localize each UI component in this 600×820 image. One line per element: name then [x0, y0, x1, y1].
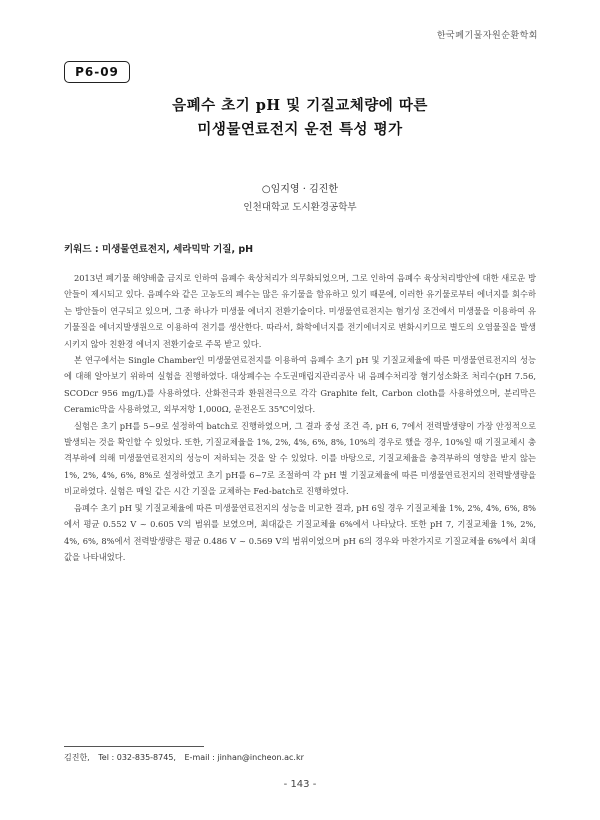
- footnote: [64, 752, 310, 763]
- abstract-body: [64, 270, 536, 565]
- paper-code-badge: P6-09: [64, 61, 130, 83]
- footnote-name: 김진한,: [64, 753, 90, 762]
- body-paragraph-3: 실험은 초기 pH를 5~9로 설정하여 batch로 진행하였으며, 그 결과 중성 조건 즉, pH 6, 7에서 전력발생량이 가장 안정적으로 발생되는 것을 확인할 수 있었다. 또한, 기질교체율을 1%, 2%, 4%, 6%, 8%, 10%의 경우로 했을 경우, 10%일 때 기질교체시 충격부하에 의해 미생물연료전지의 성능이 저하되는 것을 알 수 있었다. 이를 바탕으로, 기질교체율을 충격부하의 영향을 받지 않는 1%, 2%, 4%, 6%, 8%로 설정하였고 초기 pH를 6~7로 조절하여 각 pH 별 기질교체율에 따른 미생물연료전지의 전력발생량을 비교하였다. 실험은 매일 같은 시간 기질을 교체하는 Fed-batch로 진행하였다.: [64, 420, 536, 497]
- keywords: 키워드 : 미생물연료전지, 세라믹막 기질, pH: [64, 244, 254, 255]
- body-paragraph-1: 2013년 폐기물 해양배출 금지로 인하여 음폐수 육상처리가 의무화되었으며, 그로 인하여 음폐수 육상처리방안에 대한 새로운 방안들이 제시되고 있다. 음폐수와 같은 고농도의 폐수는 많은 유기물을 함유하고 있기 때문에, 이러한 유기물로부터 에너지를 회수하는 방안들이 연구되고 있으며, 그중 하나가 미생물 에너지 전환기술이다. 미생물연료전지는 혐기성 조건에서 미생물을 이용하여 유기물질을 에너지발생원으로 이용하여 전기를 생산한다. 따라서, 화학에너지를 전기에너지로 변화시키므로 별도의 오염물질을 발생시키지 않아 친환경 에너지 전환기술로 주목 받고 있다.: [64, 273, 536, 349]
- paper-title: [0, 94, 600, 142]
- paper-title-line-2: 미생물연료전지 운전 특성 평가: [197, 121, 403, 138]
- footnote-divider: [64, 746, 204, 747]
- page-number: - 143 -: [283, 779, 317, 790]
- paper-title-line-1: 음폐수 초기 pH 및 기질교체량에 따른: [172, 97, 428, 114]
- affiliation: 인천대학교 도시환경공학부: [243, 202, 357, 213]
- footnote-tel: Tel : 032-835-8745,: [98, 753, 176, 762]
- body-paragraph-4: 음폐수 초기 pH 및 기질교체율에 따른 미생물연료전지의 성능을 비교한 결과, pH 6일 경우 기질교체율 1%, 2%, 4%, 6%, 8%에서 평균 0.552 V ~ 0.605 V의 범위를 보였으며, 최대값은 기질교체율 6%에서 나타났다. 또한 pH 7, 기질교체율 1%, 2%, 4%, 6%, 8%에서 전력발생량은 평균 0.486 V ~ 0.569 V의 범위이었으며 pH 6의 경우와 마찬가지로 기질교체율 6%에서 최대값을 나타내었다.: [64, 502, 536, 562]
- authors: ○임지영 · 김진한: [261, 184, 339, 195]
- body-paragraph-2: 본 연구에서는 Single Chamber인 미생물연료전지를 이용하여 음폐수 초기 pH 및 기질교체율에 따른 미생물연료전지의 성능에 대해 알아보기 위하여 실험을 진행하였다. 대상폐수는 수도권매립지관리공사 내 음폐수처리장 혐기성소화조 처리수(pH 7.56, SCODcr 956 mg/L)를 사용하였다. 산화전극과 환원전극으로 각각 Graphite felt, Carbon cloth를 사용하였으며, 분리막은 Ceramic막을 사용하였고, 외부저항 1,000Ω, 운전온도 35℃이었다.: [64, 355, 536, 415]
- society-header: 한국폐기물자원순환학회: [436, 31, 538, 41]
- footnote-email: E-mail : jinhan@incheon.ac.kr: [184, 753, 304, 762]
